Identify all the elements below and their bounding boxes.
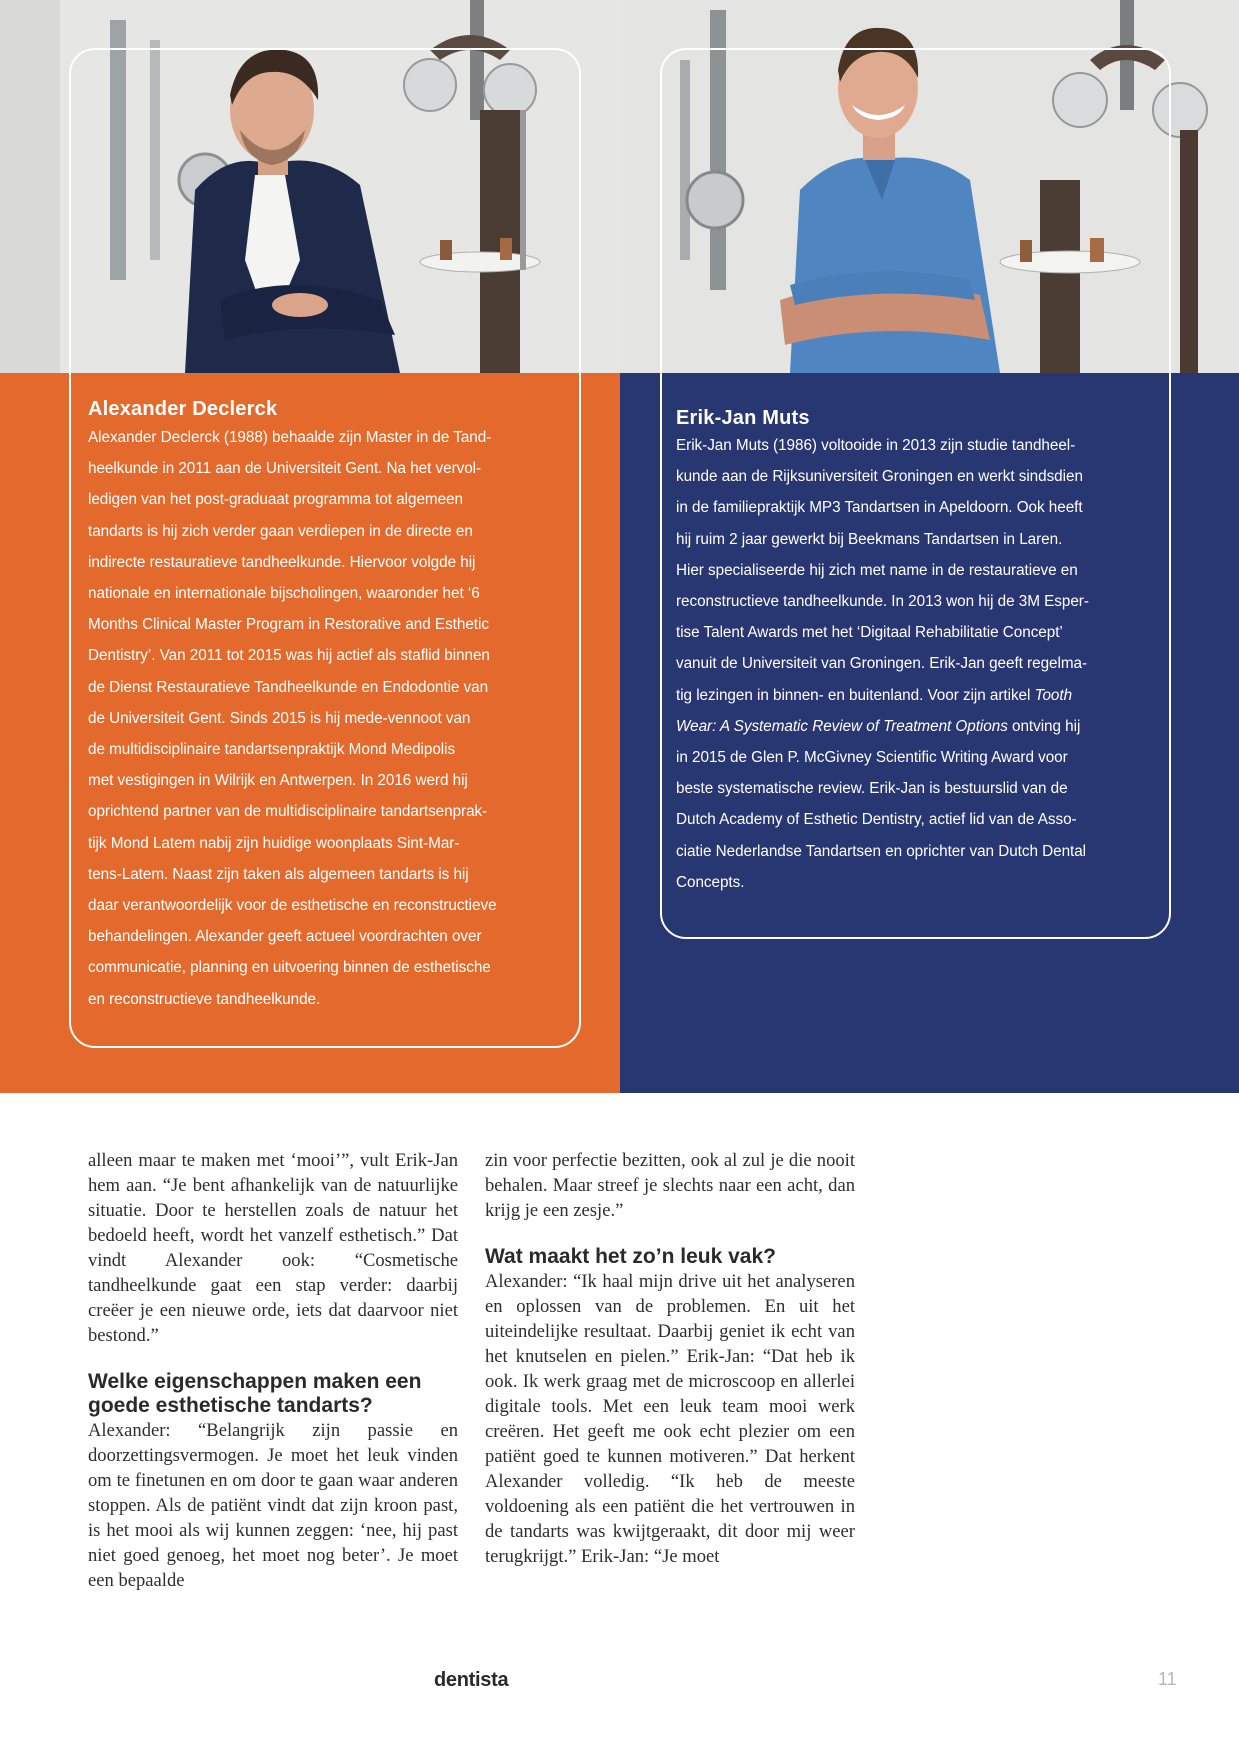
bio-line: kunde aan de Rijksuniversiteit Groningen en werkt sindsdien — [676, 468, 1083, 486]
bio-line: daar verantwoordelijk voor de esthetische en reconstructieve — [88, 897, 497, 915]
bio-line: Dentistry’. Van 2011 tot 2015 was hij actief als staflid binnen — [88, 647, 490, 665]
bio-line: de Dienst Restauratieve Tandheelkunde en Endodontie van — [88, 678, 489, 696]
bio-line: tens-Latem. Naast zijn taken als algemeen tandarts is hij — [88, 865, 469, 883]
bio-line: reconstructieve tandheelkunde. In 2013 won hij de 3M Esper- — [676, 593, 1089, 611]
bio-line: hij ruim 2 jaar gewerkt bij Beekmans Tandartsen in Laren. — [676, 530, 1063, 548]
bio-line: met vestigingen in Wilrijk en Antwerpen. In 2016 werd hij — [88, 772, 468, 790]
article-paragraph: Alexander: “Ik haal mijn drive uit het analyseren en oplossen van de problemen. En uit het uiteindelijke resultaat. Daarbij geniet ik echt van het knutselen en pielen.” Erik-Jan: “Dat heb ik ook. Ik werk graag met de microscoop en allerlei digitale tools. Met een leuk team mooi werk creëren. Het geeft me ook echt plezier om een patiënt goed te kunnen motiveren.” Dat herkent Alexander volledig. “Ik heb de meeste voldoening als een patiënt die het vertrouwen in de tandarts was kwijtgeraakt, dit door mij weer terugkrijgt.” Erik-Jan: “Je moet — [485, 1271, 855, 1567]
bio-line: tandarts is hij zich verder gaan verdiepen in de directe en — [88, 522, 473, 540]
bio-line: Erik-Jan Muts (1986) voltooide in 2013 zijn studie tandheel- — [676, 437, 1076, 454]
bio-name-erik-jan: Erik-Jan Muts — [676, 407, 810, 429]
bio-line: communicatie, planning en uitvoering binnen de esthetische — [88, 959, 491, 977]
article-column-left — [88, 1148, 458, 1593]
magazine-brand: dentista — [434, 1669, 509, 1691]
article-title-italic: Tooth — [1034, 686, 1073, 704]
bio-line: en reconstructieve tandheelkunde. — [88, 990, 321, 1008]
bio-line: Dutch Academy of Esthetic Dentistry, actief lid van de Asso- — [676, 811, 1077, 829]
bio-erik-jan — [676, 407, 1154, 898]
bio-text-erik-jan — [676, 430, 1154, 898]
bio-line: in de familiepraktijk MP3 Tandartsen in Apeldoorn. Ook heeft — [676, 499, 1083, 517]
bio-line: oprichtend partner van de multidisciplinaire tandartsenprak- — [88, 803, 488, 821]
bio-line: tijk Mond Latem nabij zijn huidige woonplaats Sint-Mar- — [88, 834, 460, 852]
bio-line: ontving hij — [1007, 717, 1081, 735]
bio-line: indirecte restauratieve tandheelkunde. Hiervoor volgde hij — [88, 553, 476, 571]
bio-line: behandelingen. Alexander geeft actueel voordrachten over — [88, 928, 482, 946]
bio-line: Hier specialiseerde hij zich met name in de restauratieve en — [676, 561, 1078, 579]
bio-name-alexander: Alexander Declerck — [88, 398, 278, 420]
bio-line: nationale en internationale bijscholingen, waaronder het ‘6 — [88, 585, 480, 603]
section-heading-leuk-vak: Wat maakt het zo’n leuk vak? — [485, 1245, 776, 1268]
article-column-right — [485, 1148, 855, 1569]
bio-line: Alexander Declerck (1988) behaalde zijn Master in de Tand- — [88, 429, 492, 446]
article-paragraph: Alexander: “Belangrijk zijn passie en doorzettingsvermogen. Je moet het leuk vinden om te finetunen en om door te gaan waar anderen stoppen. Als de patiënt vindt dat zijn kroon past, is het mooi als wij kunnen zeggen: ‘nee, hij past niet goed genoeg, het moet nog beter’. Je moet een bepaalde — [88, 1420, 458, 1591]
article-paragraph: alleen maar te maken met ‘mooi’”, vult Erik-Jan hem aan. “Je bent afhankelijk van de natuurlijke situatie. Door te herstellen zoals de natuur het bedoeld heeft, wordt het vanzelf esthetisch.” Dat vindt Alexander ook: “Cosmetische tandheelkunde gaat een stap verder: daarbij creëer je een nieuwe orde, iets dat daarvoor niet bestond.” — [88, 1150, 458, 1346]
article-title-italic: Wear: A Systematic Review of Treatment Options — [676, 717, 1008, 735]
page-number: 11 — [1158, 1669, 1177, 1689]
bio-line: in 2015 de Glen P. McGivney Scientific Writing Award voor — [676, 749, 1068, 767]
bio-line: tise Talent Awards met het ‘Digitaal Rehabilitatie Concept’ — [676, 624, 1063, 642]
bio-line: Months Clinical Master Program in Restorative and Esthetic — [88, 616, 489, 634]
bio-line: de multidisciplinaire tandartsenpraktijk Mond Medipolis — [88, 741, 456, 759]
bio-line: heelkunde in 2011 aan de Universiteit Gent. Na het vervol- — [88, 460, 482, 478]
bio-line: beste systematische review. Erik-Jan is bestuurslid van de — [676, 780, 1068, 798]
bio-line: de Universiteit Gent. Sinds 2015 is hij mede-vennoot van — [88, 709, 471, 727]
bio-line: Concepts. — [676, 873, 745, 891]
bio-alexander — [88, 398, 566, 1015]
section-heading-eigenschappen: Welke eigenschappen maken een goede esthetische tandarts? — [88, 1370, 422, 1417]
bio-line: tig lezingen in binnen- en buitenland. Voor zijn artikel — [676, 686, 1035, 704]
bio-text-alexander — [88, 422, 566, 1015]
bio-line: vanuit de Universiteit van Groningen. Erik-Jan geeft regelma- — [676, 655, 1088, 673]
article-paragraph: zin voor perfectie bezitten, ook al zul je die nooit behalen. Maar streef je slechts naar een acht, dan krijg je een zesje.” — [485, 1150, 855, 1221]
bio-line: ledigen van het post-graduaat programma tot algemeen — [88, 491, 463, 509]
bio-line: ciatie Nederlandse Tandartsen en oprichter van Dutch Dental — [676, 842, 1087, 860]
